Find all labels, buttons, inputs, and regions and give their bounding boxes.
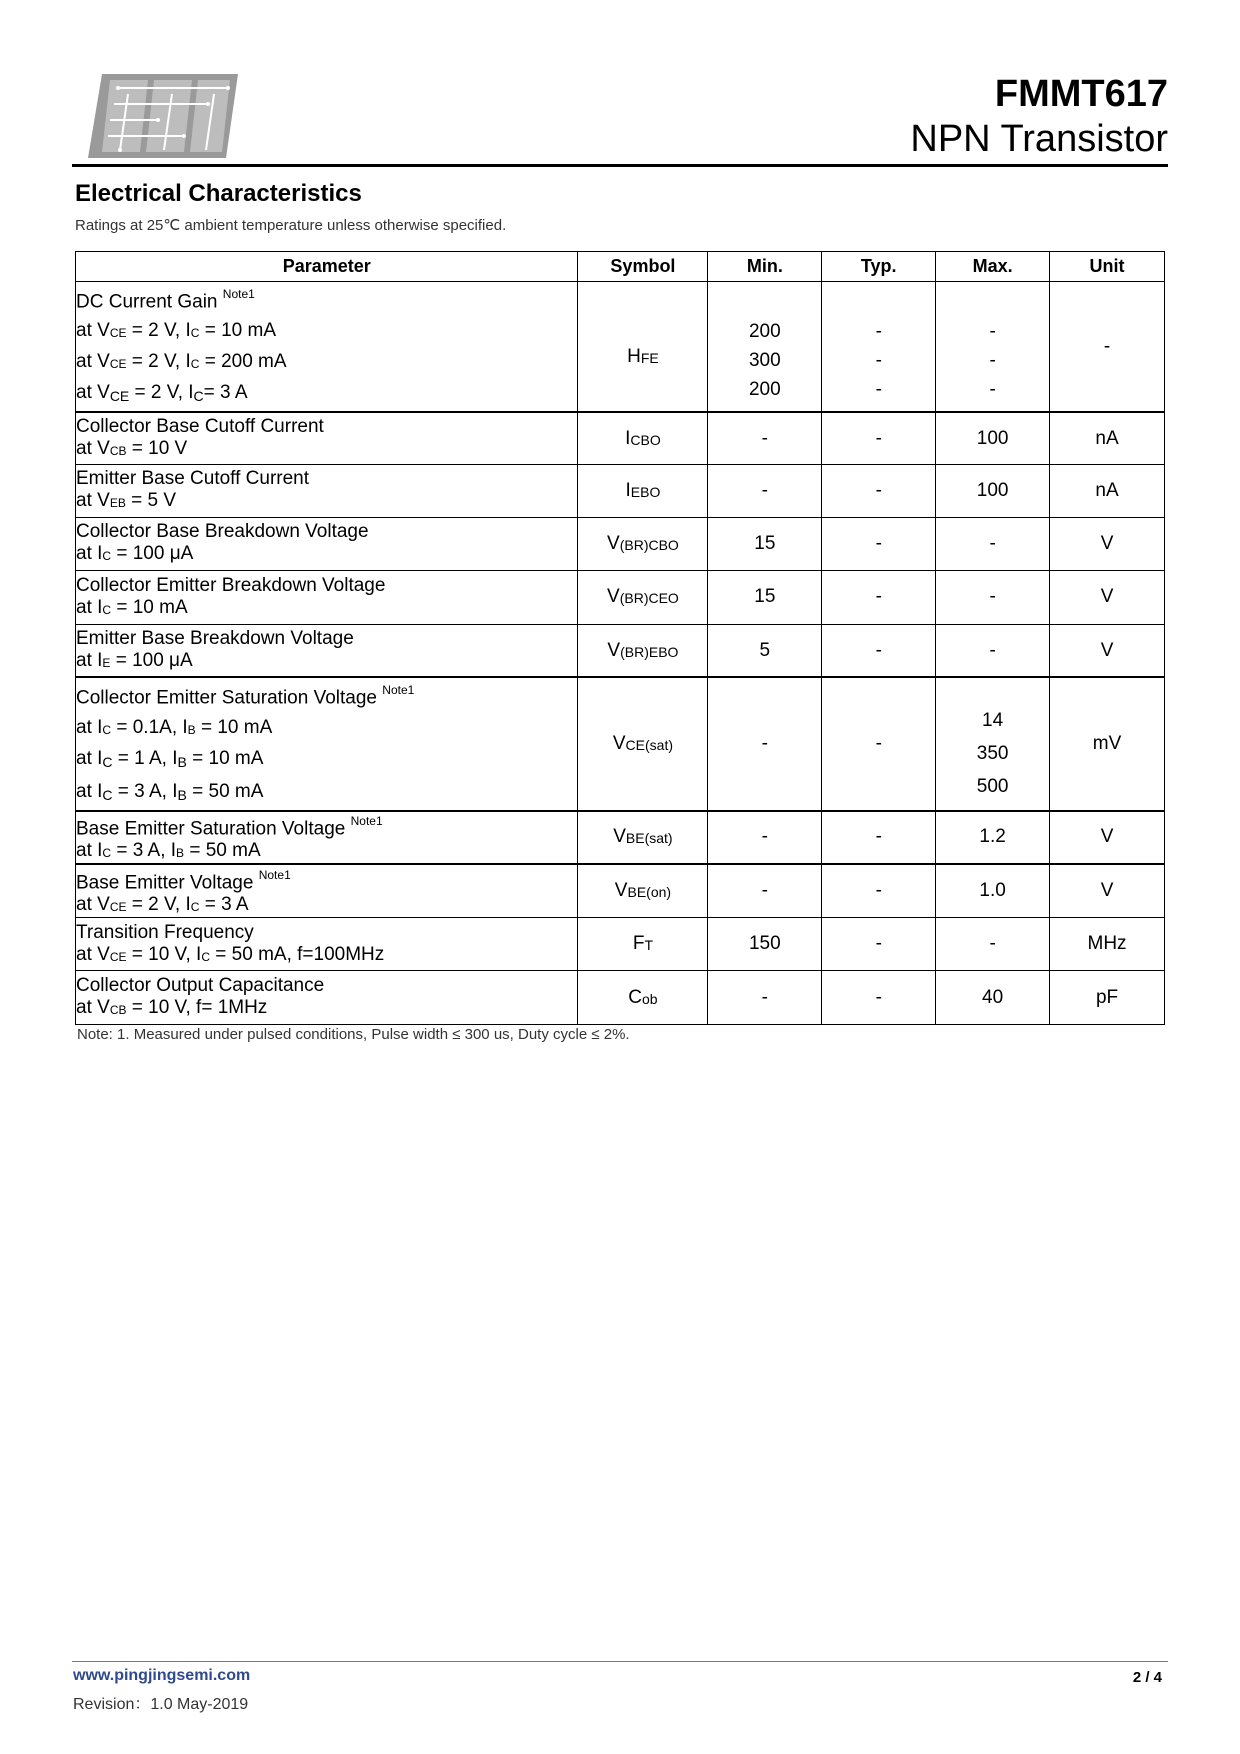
header-divider (72, 164, 1168, 167)
typ-cell: - (822, 971, 936, 1025)
max-cell: 100 (936, 412, 1050, 464)
table-row-vcesat (76, 677, 1165, 810)
param-cell: DC Current Gain $^{Note1}$ at $V_{CE} = 2$ V, $I_C = 10$ mA at $V_{CE} = 2$ V, $I_C = 200$ mA at $V_{CE} = 2$ V, $I_C= 3$ A (76, 282, 578, 413)
param-cell: Collector Output Capacitance at $V_{CB} = 10$ V, f= 1MHz (76, 971, 578, 1025)
table-row-vbrebo (76, 624, 1165, 677)
param-cell: Base Emitter Voltage $^{Note1}$ at $V_{CE} = 2$ V, $I_C = 3$ A (76, 864, 578, 918)
table-row-vbeon (76, 864, 1165, 918)
unit-cell: V (1050, 517, 1165, 570)
symbol-cell: $V_{BE(sat)}$ (578, 811, 708, 864)
table-row-icbo (76, 412, 1165, 464)
max-cell: - (936, 570, 1050, 624)
typ-cell: - (822, 570, 936, 624)
table-row-vbrcbo (76, 517, 1165, 570)
unit-cell: V (1050, 624, 1165, 677)
unit-cell: nA (1050, 412, 1165, 464)
typ-cell: - - - (822, 282, 936, 413)
electrical-characteristics-table (75, 251, 1165, 1025)
symbol-cell: $I_{CBO}$ (578, 412, 708, 464)
min-cell: - (708, 677, 822, 810)
table-row-transition-frequency (76, 918, 1165, 971)
header-max: Max. (936, 252, 1050, 282)
typ-cell: - (822, 918, 936, 971)
table-row-vbrceo (76, 570, 1165, 624)
header-symbol: Symbol (578, 252, 708, 282)
symbol-cell: $C_{ob}$ (578, 971, 708, 1025)
unit-cell: V (1050, 570, 1165, 624)
ratings-note: Ratings at 25℃ ambient temperature unless otherwise specified. (75, 217, 507, 234)
symbol-cell: $I_{EBO}$ (578, 464, 708, 517)
param-cell: Emitter Base Cutoff Current at $V_{EB} = 5$ V (76, 464, 578, 517)
max-cell: - (936, 918, 1050, 971)
min-cell: 15 (708, 570, 822, 624)
title-block (910, 72, 1168, 162)
header-typ: Typ. (822, 252, 936, 282)
max-cell: - (936, 517, 1050, 570)
typ-cell: - (822, 412, 936, 464)
section-title: Electrical Characteristics (75, 180, 362, 207)
page-number: 2 / 4 (1132, 1669, 1162, 1686)
typ-cell: - (822, 864, 936, 918)
max-cell: 40 (936, 971, 1050, 1025)
min-cell: 150 (708, 918, 822, 971)
param-cell: Transition Frequency at $V_{CE} = 10$ V, $I_C = 50$ mA, f=100MHz (76, 918, 578, 971)
revision-info: Revision：1.0 May-2019 (73, 1696, 249, 1713)
unit-cell: MHz (1050, 918, 1165, 971)
max-cell: - - - (936, 282, 1050, 413)
part-number: FMMT617 (994, 73, 1168, 115)
header-min: Min. (708, 252, 822, 282)
device-type: NPN Transistor (910, 118, 1168, 160)
symbol-cell: $F_T$ (578, 918, 708, 971)
param-cell: Base Emitter Saturation Voltage $^{Note1}$ at $I_C = 3$ A, $I_B = 50$ mA (76, 811, 578, 864)
max-cell: - (936, 624, 1050, 677)
symbol-cell: $H_{FE}$ (578, 282, 708, 413)
symbol-cell: $V_{BE(on)}$ (578, 864, 708, 918)
max-cell: 1.2 (936, 811, 1050, 864)
min-cell: - (708, 412, 822, 464)
max-cell: 14 350 500 (936, 677, 1050, 810)
param-cell: Collector Base Breakdown Voltage at $I_C = 100$ μA (76, 517, 578, 570)
param-cell: Collector Base Cutoff Current at $V_{CB} = 10$ V (76, 412, 578, 464)
table-row-dc-current-gain (76, 282, 1165, 413)
unit-cell: - (1050, 282, 1165, 413)
table-header-row (76, 252, 1165, 282)
symbol-cell: $V_{CE(sat)}$ (578, 677, 708, 810)
table-row-output-capacitance (76, 971, 1165, 1025)
min-cell: 15 (708, 517, 822, 570)
param-cell: Emitter Base Breakdown Voltage at $I_E = 100$ μA (76, 624, 578, 677)
header-unit: Unit (1050, 252, 1165, 282)
unit-cell: nA (1050, 464, 1165, 517)
max-cell: 100 (936, 464, 1050, 517)
unit-cell: pF (1050, 971, 1165, 1025)
website-link[interactable]: www.pingjingsemi.com (73, 1667, 251, 1684)
min-cell: 200 300 200 (708, 282, 822, 413)
typ-cell: - (822, 811, 936, 864)
symbol-cell: $V_{(BR)CBO}$ (578, 517, 708, 570)
min-cell: - (708, 971, 822, 1025)
unit-cell: V (1050, 864, 1165, 918)
min-cell: - (708, 811, 822, 864)
footer-divider (72, 1661, 1168, 1662)
param-cell: Collector Emitter Saturation Voltage $^{Note1}$ at $I_C = 0.1A$, $I_B = 10$ mA at $I_C = 1$ A, $I_B = 10$ mA at $I_C = 3$ A, $I_B = 50$ mA (76, 677, 578, 810)
min-cell: - (708, 464, 822, 517)
typ-cell: - (822, 517, 936, 570)
pj-logo-icon (88, 74, 238, 158)
table-row-vbesat (76, 811, 1165, 864)
header-parameter: Parameter (76, 252, 578, 282)
min-cell: - (708, 864, 822, 918)
typ-cell: - (822, 624, 936, 677)
footnote: Note: 1. Measured under pulsed conditions, Pulse width ≤ 300 us, Duty cycle ≤ 2%. (77, 1026, 630, 1043)
min-cell: 5 (708, 624, 822, 677)
param-cell: Collector Emitter Breakdown Voltage at $I_C = 10$ mA (76, 570, 578, 624)
symbol-cell: $V_{(BR)EBO}$ (578, 624, 708, 677)
unit-cell: mV (1050, 677, 1165, 810)
max-cell: 1.0 (936, 864, 1050, 918)
typ-cell: - (822, 464, 936, 517)
unit-cell: V (1050, 811, 1165, 864)
typ-cell: - (822, 677, 936, 810)
symbol-cell: $V_{(BR)CEO}$ (578, 570, 708, 624)
table-row-iebo (76, 464, 1165, 517)
